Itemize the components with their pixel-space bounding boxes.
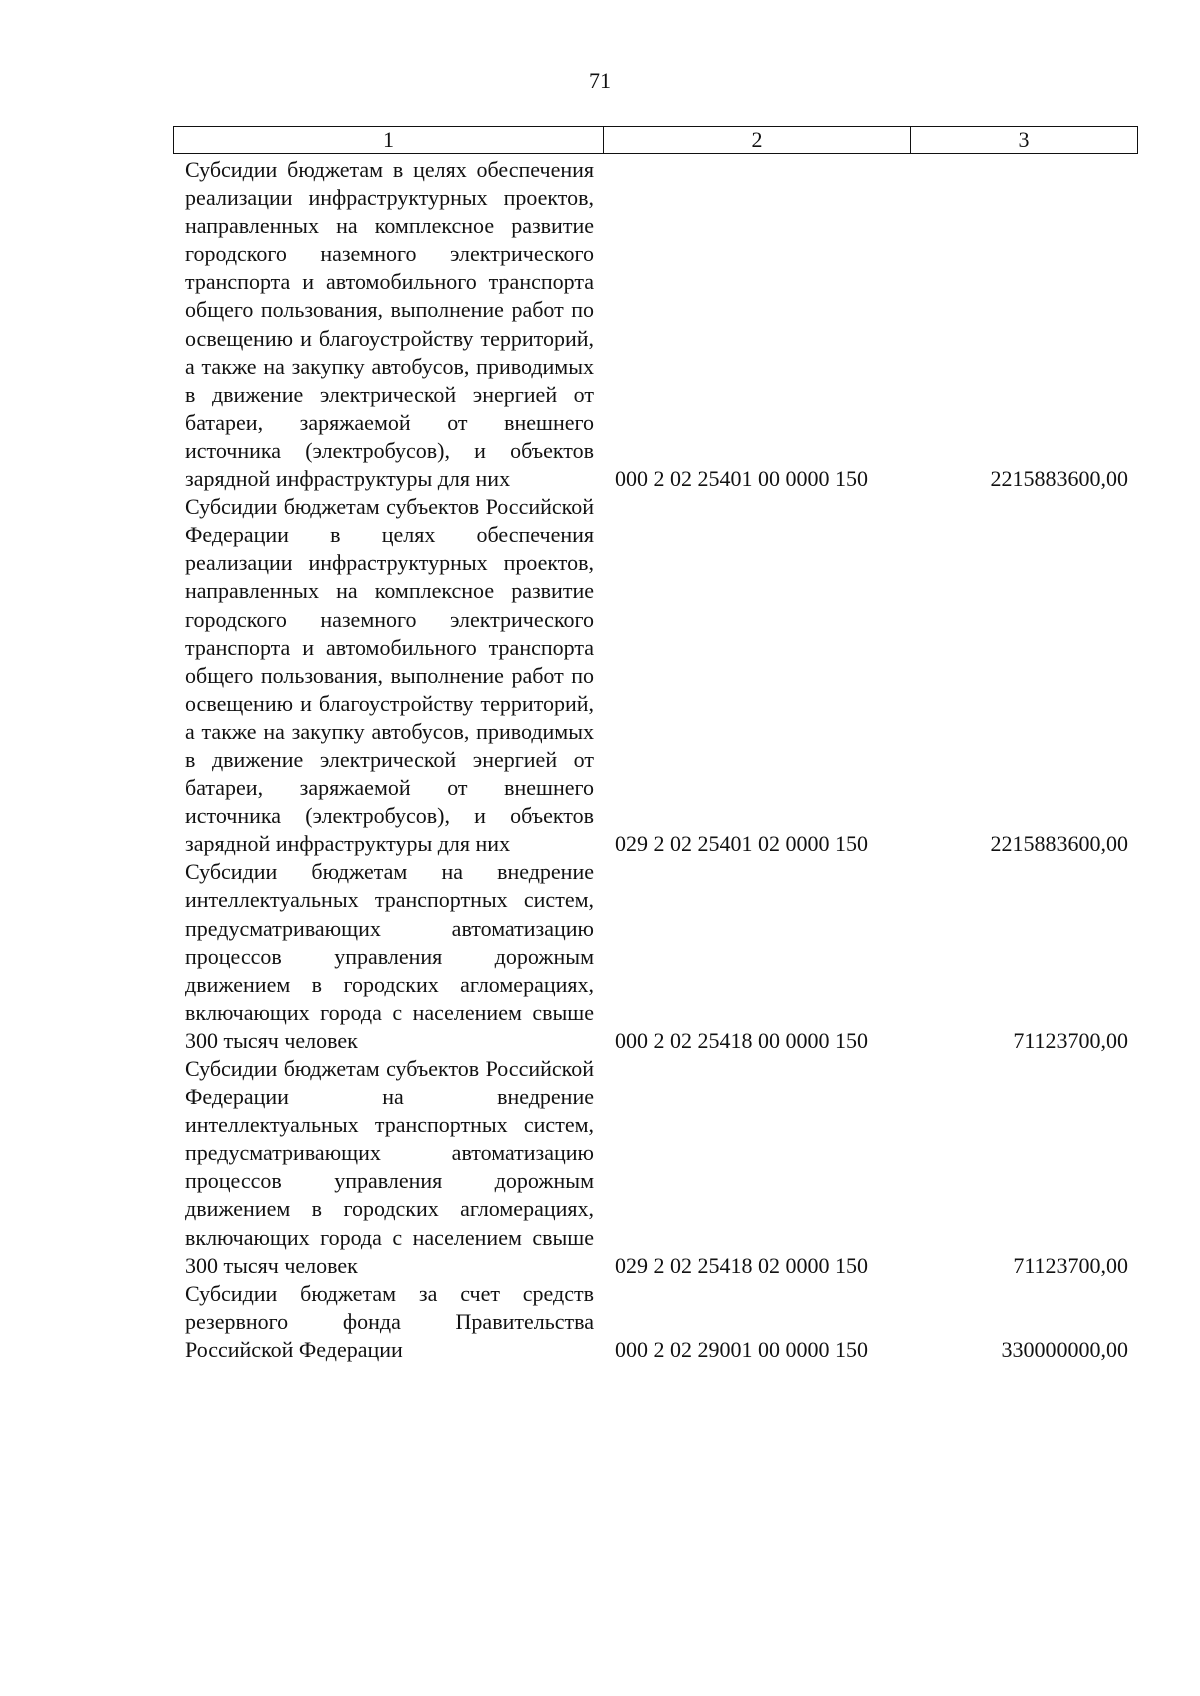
row-amount: 71123700,00 <box>1013 1027 1128 1053</box>
row-code: 000 2 02 29001 00 0000 150 <box>615 1336 868 1362</box>
table-row <box>0 858 1200 1055</box>
header-cell-2: 2 <box>604 127 911 153</box>
row-amount: 2215883600,00 <box>990 466 1128 492</box>
row-description: Субсидии бюджетам за счет средств резервного фонда Правительства Российской Федерации <box>185 1280 594 1362</box>
table-row <box>0 1055 1200 1280</box>
header-cell-1: 1 <box>174 127 604 153</box>
table-row <box>0 156 1200 493</box>
table-row <box>0 1280 1200 1364</box>
row-description: Субсидии бюджетам субъектов Российской Федерации в целях обеспечения реализации инфраструктурных проектов, направленных на комплексное развитие городского наземного электрического транспорта и автомобильного транспорта общего пользования, выполнение работ по освещению и благоустройству территорий, а также на закупку автобусов, приводимых в движение электрической энергией от батареи, заряжаемой от внешнего источника (электробусов), и объектов зарядной инфраструктуры для них <box>185 494 594 857</box>
table-body <box>0 156 1200 1364</box>
row-description: Субсидии бюджетам на внедрение интеллектуальных транспортных систем, предусматривающих автоматизацию процессов управления дорожным движением в городских агломерациях, включающих города с населением свыше 300 тысяч человек <box>185 859 594 1053</box>
row-code: 000 2 02 25418 00 0000 150 <box>615 1027 868 1053</box>
row-description: Субсидии бюджетам в целях обеспечения реализации инфраструктурных проектов, направленных на комплексное развитие городского наземного электрического транспорта и автомобильного транспорта общего пользования, выполнение работ по освещению и благоустройству территорий, а также на закупку автобусов, приводимых в движение электрической энергией от батареи, заряжаемой от внешнего источника (электробусов), и объектов зарядной инфраструктуры для них <box>185 157 594 492</box>
row-code: 029 2 02 25418 02 0000 150 <box>615 1252 868 1278</box>
row-amount: 71123700,00 <box>1013 1252 1128 1278</box>
row-amount: 330000000,00 <box>1001 1336 1128 1362</box>
row-description: Субсидии бюджетам субъектов Российской Федерации на внедрение интеллектуальных транспортных систем, предусматривающих автоматизацию процессов управления дорожным движением в городских агломерациях, включающих города с населением свыше 300 тысяч человек <box>185 1056 594 1278</box>
table-header <box>173 126 1138 154</box>
header-cell-3: 3 <box>1018 127 1030 152</box>
row-code: 029 2 02 25401 02 0000 150 <box>615 831 868 857</box>
row-amount: 2215883600,00 <box>990 831 1128 857</box>
row-code: 000 2 02 25401 00 0000 150 <box>615 466 868 492</box>
table-row <box>0 493 1200 858</box>
page-number: 71 <box>589 68 611 93</box>
